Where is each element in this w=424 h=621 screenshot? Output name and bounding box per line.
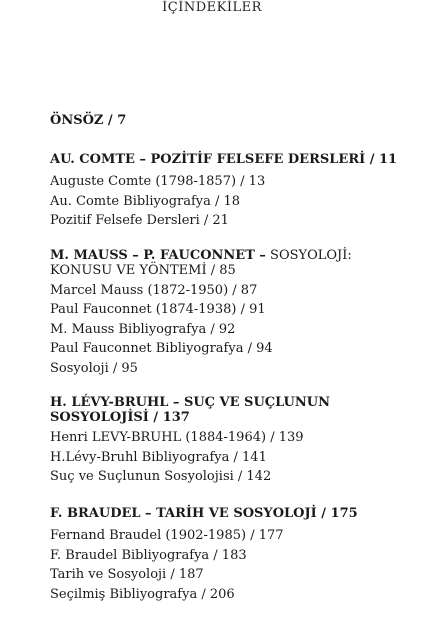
toc-section-title[interactable]: AU. COMTE – POZİTİF FELSEFE DERSLERİ / 11 xyxy=(50,151,398,167)
page-heading: İÇİNDEKİLER xyxy=(162,0,262,15)
toc-entry[interactable]: Paul Fauconnet Bibliyografya / 94 xyxy=(50,341,273,356)
toc-section-comte xyxy=(50,150,398,231)
toc-entry[interactable]: Paul Fauconnet (1874-1938) / 91 xyxy=(50,302,266,317)
toc-entry[interactable]: Henri LEVY-BRUHL (1884-1964) / 139 xyxy=(50,430,304,445)
toc-entry[interactable]: Fernand Braudel (1902-1985) / 177 xyxy=(50,528,284,543)
toc-section-levy-bruhl xyxy=(50,395,390,487)
toc-section-title-normal: SOSYOLOJİ: KONUSU VE YÖNTEMİ / 85 xyxy=(50,247,352,278)
toc-entry[interactable]: Suç ve Suçlunun Sosyolojisi / 142 xyxy=(50,469,272,484)
toc-preface[interactable]: ÖNSÖZ / 7 xyxy=(50,113,127,128)
toc-entry[interactable]: Auguste Comte (1798-1857) / 13 xyxy=(50,174,266,189)
toc-section-title-bold: M. MAUSS – P. FAUCONNET – xyxy=(50,247,266,263)
toc-entry[interactable]: Sosyoloji / 95 xyxy=(50,360,138,376)
toc-entry[interactable]: Tarih ve Sosyoloji / 187 xyxy=(50,567,204,582)
table-of-contents xyxy=(50,111,398,621)
toc-section-title[interactable]: H. LÉVY-BRUHL – SUÇ VE SUÇLUNUN SOSYOLOJİSİ / 137 xyxy=(50,395,331,425)
toc-section-title[interactable]: F. BRAUDEL – TARİH VE SOSYOLOJİ / 175 xyxy=(50,505,358,521)
toc-entry[interactable]: Pozitif Felsefe Dersleri / 21 xyxy=(50,213,229,228)
toc-entry[interactable]: Seçilmiş Bibliyografya / 206 xyxy=(50,586,235,602)
toc-entry[interactable]: M. Mauss Bibliyografya / 92 xyxy=(50,321,236,337)
toc-section-mauss-fauconnet xyxy=(50,248,390,379)
toc-entry[interactable]: F. Braudel Bibliyografya / 183 xyxy=(50,547,247,563)
toc-entry[interactable]: H.Lévy-Bruhl Bibliyografya / 141 xyxy=(50,449,267,465)
toc-entry[interactable]: Au. Comte Bibliyografya / 18 xyxy=(50,193,241,209)
toc-section-braudel xyxy=(50,504,390,605)
toc-entry[interactable]: Marcel Mauss (1872-1950) / 87 xyxy=(50,282,258,298)
toc-section-title[interactable] xyxy=(50,248,390,278)
